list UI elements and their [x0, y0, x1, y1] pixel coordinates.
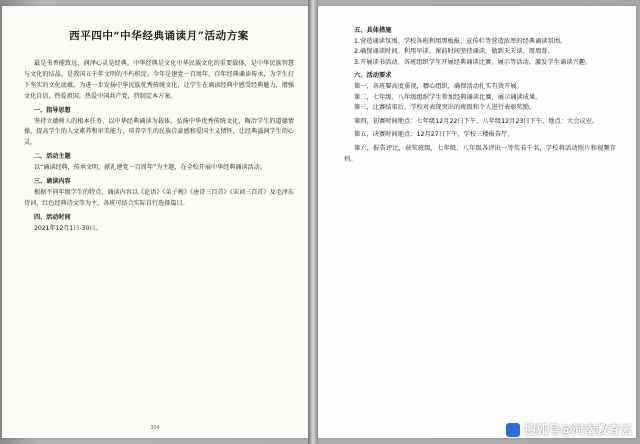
watermark	[506, 421, 632, 438]
section-heading: 五、具体措施	[354, 27, 392, 34]
right-page	[318, 6, 636, 438]
page-number: 304	[150, 425, 160, 431]
intro-paragraph: 最是书香能致远，润泽心灵是经典。中华经典是文化中华民族文化的重要载体，是中华民族智慧与文化的结晶，是我国五千年文明的不朽积淀。今年是建党一百周年，百年经典诵读传承，为学生打下坚实的文化底蕴。为进一步发扬中华民族优秀传统文化，让学生在诵读经典中感受经典魅力，增强文化自信，热爱祖国，热爱中国共产党，特制定本方案。	[24, 60, 294, 100]
watermark-text: 搜狐号@河南教育云	[523, 423, 632, 437]
body-paragraph: 2.确保诵读时间。利用早读、课前时间坚持诵读，做到天天读、周周背。	[354, 48, 554, 56]
body-paragraph: 根据不同年级学生的特点，诵读内容以《论语》《弟子规》《唐诗三百首》《宋词三百首》及毛泽东诗词、红色经典诗文等为主，各班可结合实际自行选择篇目。	[24, 188, 294, 207]
book-gutter	[308, 0, 318, 444]
section-heading: 三、诵读内容	[34, 178, 71, 186]
document-title: 西平四中“中华经典诵读月”活动方案	[69, 30, 249, 42]
right-page-content	[344, 26, 616, 416]
body-paragraph: 第四，初赛时间地点：七年级12月22日下午，八年级12月23日下午，地点：大会议室。	[354, 117, 599, 125]
body-paragraph: 以“诵读经典，传承文明，献礼建党一百周年”为主题，在全校开展中华经典诵读活动。	[34, 164, 266, 172]
section-heading: 二、活动主题	[34, 153, 71, 161]
body-paragraph: 第三，比赛结束后，学校对表现突出的班级和个人进行表彰奖励。	[354, 104, 536, 112]
body-paragraph: 第一，各班要高度重视，精心组织，确保活动扎实有效开展。	[354, 82, 523, 90]
body-paragraph: 第五，决赛时间地点：12月27日下午，学校三楼报告厅。	[354, 131, 514, 139]
body-paragraph: 第二，七年级、八年级组织学生参加经典诵读比赛，展示诵读成果。	[354, 93, 542, 101]
section-heading: 四、活动时间	[34, 213, 71, 221]
date-line: 2021年12月1日-30日。	[34, 224, 102, 232]
sohu-logo-icon	[506, 423, 520, 437]
body-paragraph: 3.开展读书活动。各班组织学生开展经典诵读比赛、展示等活动，激发学生诵读兴趣。	[354, 58, 592, 66]
left-page-content	[24, 30, 294, 420]
body-paragraph: 第六，报告评比，获奖班级，七年级、八年级各评出一等奖若干名，学校将活动照片和视频存档。	[344, 144, 616, 163]
section-heading: 六、活动要求	[354, 72, 392, 80]
left-page	[2, 6, 308, 438]
body-paragraph: 坚持立德树人的根本任务，以中华经典诵读为载体，弘扬中华优秀传统文化，陶冶学生的道德情操，提高学生的人文素养和审美能力，培养学生的民族自豪感和爱国主义情怀，让经典滋润学生的心灵。	[24, 117, 294, 147]
body-paragraph: 1.营造诵读氛围。学校各班利用黑板报、宣传栏等营造浓厚的经典诵读氛围。	[354, 37, 567, 45]
section-heading: 一、指导思想	[34, 106, 71, 114]
